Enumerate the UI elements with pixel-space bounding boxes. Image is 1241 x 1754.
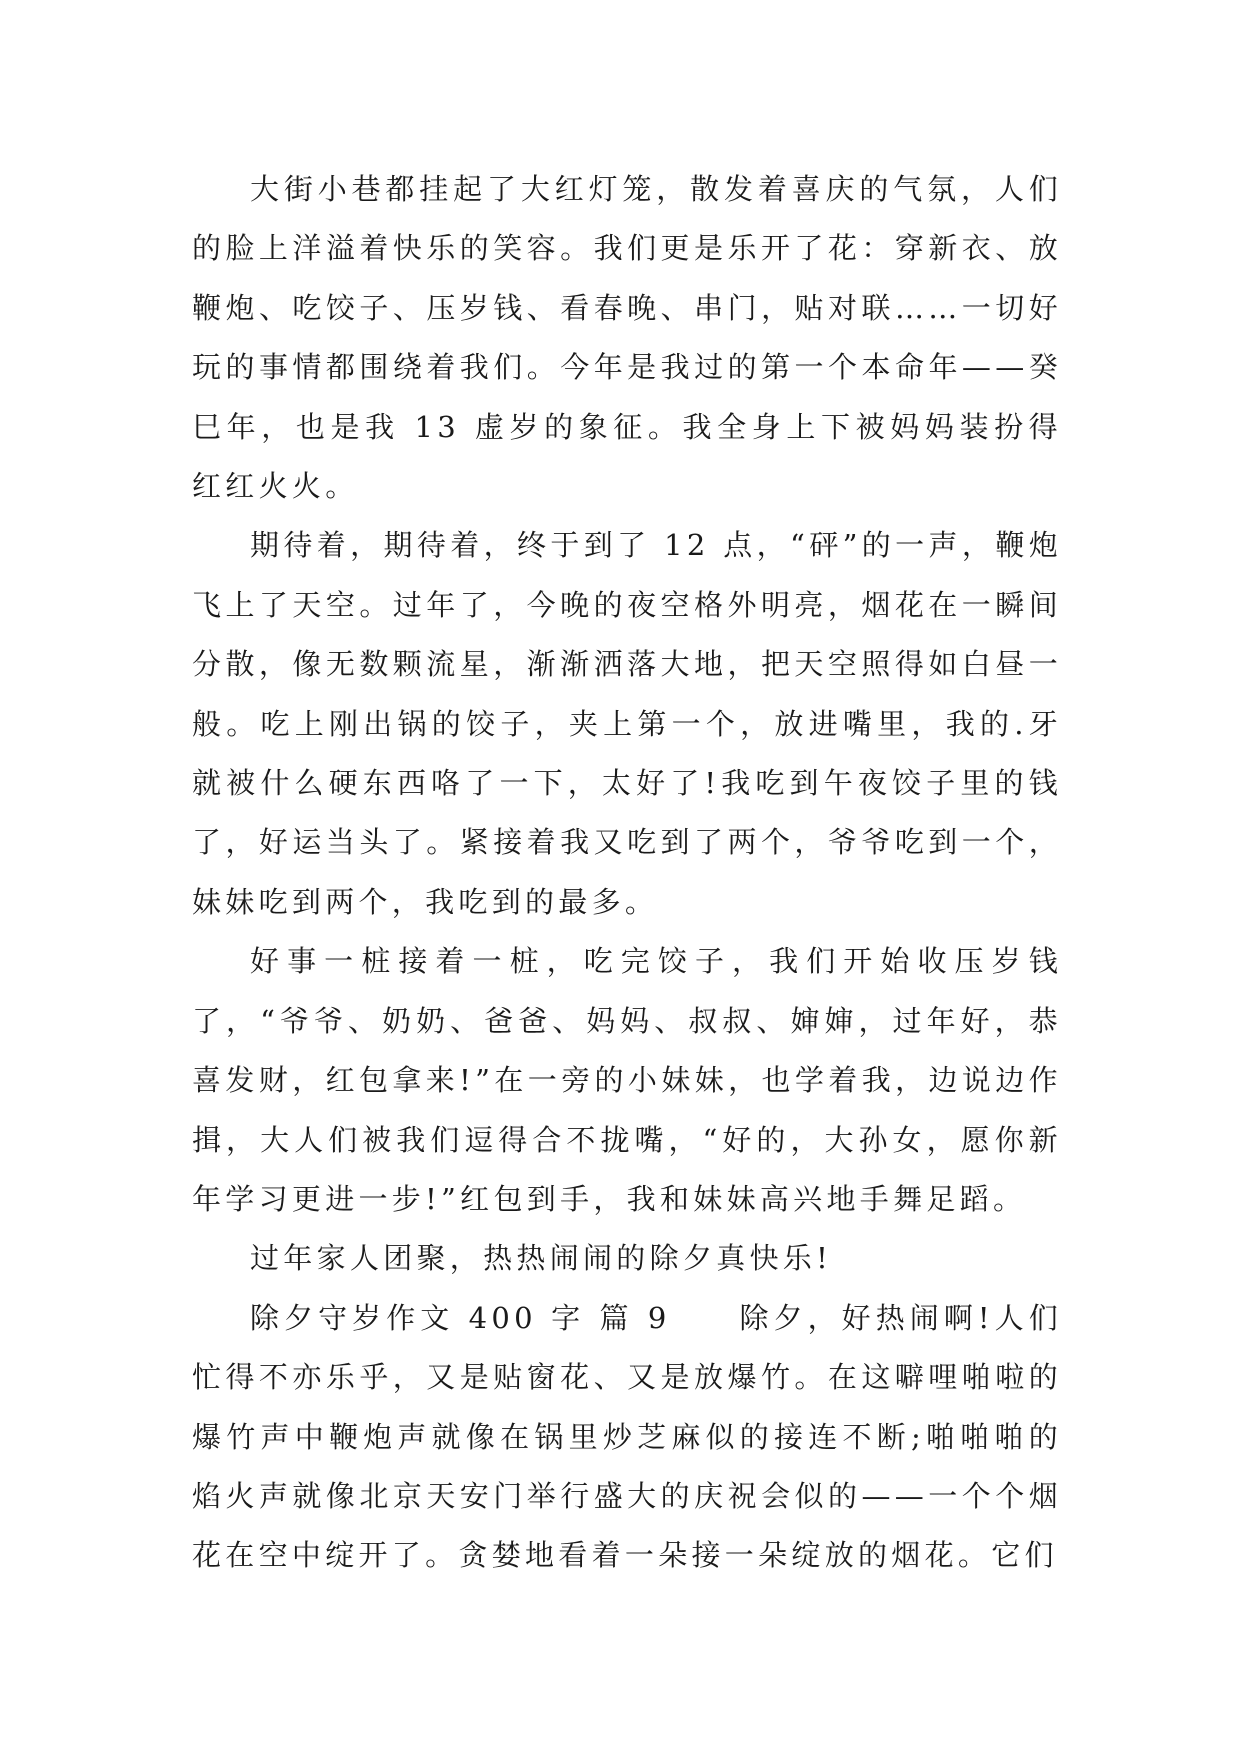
paragraph-red-envelopes: 好事一桩接着一桩，吃完饺子，我们开始收压岁钱了，“爷爷、奶奶、爸爸、妈妈、叔叔、婶婶，过年好，恭喜发财，红包拿来!”在一旁的小妹妹，也学着我，边说边作揖，大人们被我们逗得合不拢嘴，“好的，大孙女，愿你新年学习更进一步!”红包到手，我和妹妹高兴地手舞足蹈。 — [192, 944, 1062, 1216]
paragraph-midnight-dumplings: 期待着，期待着，终于到了 12 点，“砰”的一声，鞭炮飞上了天空。过年了，今晚的夜空格外明亮，烟花在一瞬间分散，像无数颗流星，渐渐洒落大地，把天空照得如白昼一般。吃上刚出锅的饺子，夹上第一个，放进嘴里，我的.牙就被什么硬东西咯了一下，太好了!我吃到午夜饺子里的钱了，好运当头了。紧接着我又吃到了两个，爷爷吃到一个，妹妹吃到两个，我吃到的最多。 — [192, 528, 1062, 919]
paragraph-essay-nine: 除夕守岁作文 400 字 篇 9 除夕，好热闹啊!人们忙得不亦乐乎，又是贴窗花、又是放爆竹。在这噼哩啪啦的爆竹声中鞭炮声就像在锅里炒芝麻似的接连不断;啪啪啪的焰火声就像北京天安门举行盛大的庆祝会似的——一个个烟花在空中绽开了。贪婪地看着一朵接一朵绽放的烟花。它们 — [192, 1300, 1062, 1573]
paragraph-new-year-decorations: 大街小巷都挂起了大红灯笼，散发着喜庆的气氛，人们的脸上洋溢着快乐的笑容。我们更是乐开了花：穿新衣、放鞭炮、吃饺子、压岁钱、看春晚、串门，贴对联……一切好玩的事情都围绕着我们。今年是我过的第一个本命年——癸巳年，也是我 13 虚岁的象征。我全身上下被妈妈装扮得红红火火。 — [192, 172, 1062, 504]
document-body — [192, 160, 1062, 1586]
paragraph-family-reunion: 过年家人团聚，热热闹闹的除夕真快乐! — [250, 1241, 833, 1276]
